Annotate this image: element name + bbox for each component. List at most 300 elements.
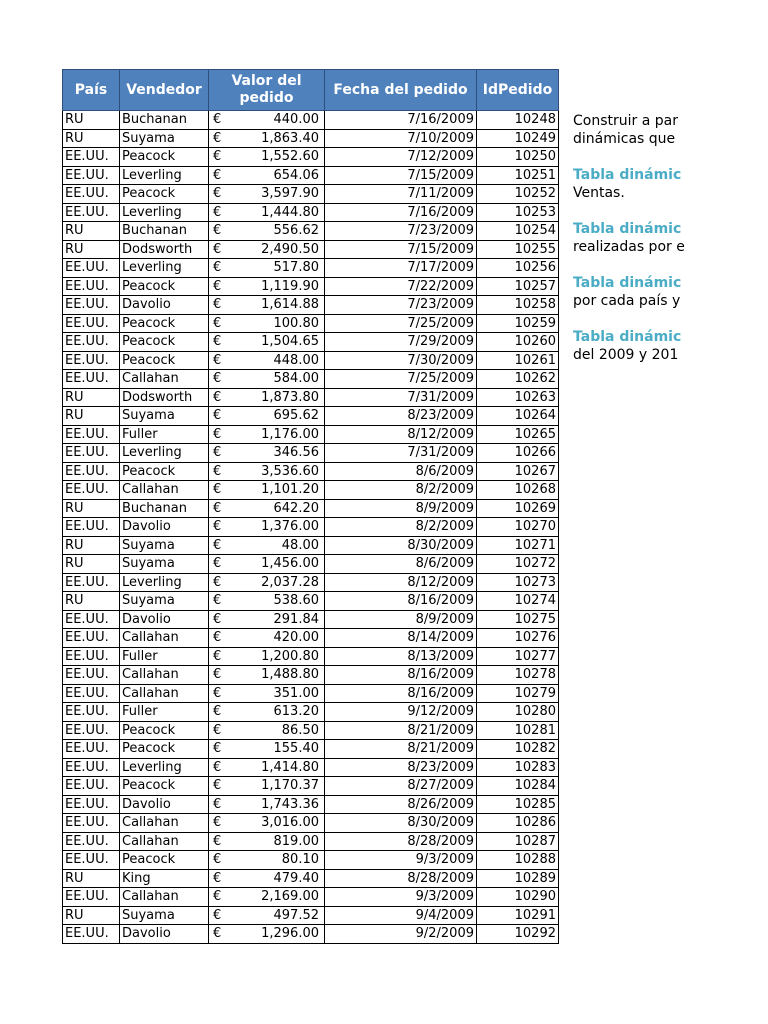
cell-idpedido[interactable]: 10255 [477, 240, 559, 259]
table-row [63, 703, 559, 722]
amount: 1,873.80 [261, 389, 319, 405]
cell-fecha[interactable]: 8/21/2009 [325, 740, 477, 759]
instruction-item [573, 328, 768, 364]
cell-vendedor[interactable]: Davolio [120, 518, 209, 537]
cell-pais[interactable]: EE.UU. [63, 296, 120, 315]
cell-idpedido[interactable]: 10260 [477, 333, 559, 352]
cell-vendedor[interactable]: Suyama [120, 129, 209, 148]
cell-idpedido[interactable]: 10281 [477, 721, 559, 740]
amount: 48.00 [281, 537, 319, 553]
cell-valor[interactable] [209, 629, 325, 648]
table-row [63, 351, 559, 370]
cell-fecha[interactable]: 8/16/2009 [325, 592, 477, 611]
cell-valor[interactable] [209, 777, 325, 796]
cell-vendedor[interactable]: Callahan [120, 832, 209, 851]
cell-pais[interactable]: RU [63, 222, 120, 241]
cell-fecha[interactable]: 8/23/2009 [325, 407, 477, 426]
cell-vendedor[interactable]: Peacock [120, 740, 209, 759]
cell-idpedido[interactable]: 10276 [477, 629, 559, 648]
cell-idpedido[interactable]: 10272 [477, 555, 559, 574]
cell-vendedor[interactable]: Peacock [120, 462, 209, 481]
cell-idpedido[interactable]: 10266 [477, 444, 559, 463]
cell-pais[interactable]: EE.UU. [63, 740, 120, 759]
cell-pais[interactable]: EE.UU. [63, 647, 120, 666]
cell-pais[interactable]: EE.UU. [63, 777, 120, 796]
cell-valor[interactable] [209, 666, 325, 685]
currency-symbol: € [213, 389, 222, 405]
instruction-item [573, 220, 768, 256]
cell-fecha[interactable]: 7/16/2009 [325, 203, 477, 222]
cell-pais[interactable]: EE.UU. [63, 314, 120, 333]
cell-valor[interactable] [209, 333, 325, 352]
table-row [63, 888, 559, 907]
table-row [63, 684, 559, 703]
cell-idpedido[interactable]: 10252 [477, 185, 559, 204]
currency-symbol: € [213, 260, 222, 276]
cell-fecha[interactable]: 7/31/2009 [325, 388, 477, 407]
instruction-text: por cada país y [573, 293, 681, 309]
currency-symbol: € [213, 223, 222, 239]
cell-vendedor[interactable]: Peacock [120, 721, 209, 740]
cell-pais[interactable]: EE.UU. [63, 462, 120, 481]
cell-vendedor[interactable]: Callahan [120, 481, 209, 500]
cell-idpedido[interactable]: 10283 [477, 758, 559, 777]
cell-pais[interactable]: EE.UU. [63, 832, 120, 851]
table-row [63, 629, 559, 648]
cell-fecha[interactable]: 8/2/2009 [325, 518, 477, 537]
cell-idpedido[interactable]: 10274 [477, 592, 559, 611]
cell-valor[interactable] [209, 111, 325, 130]
cell-vendedor[interactable]: Buchanan [120, 499, 209, 518]
cell-idpedido[interactable]: 10278 [477, 666, 559, 685]
cell-valor[interactable] [209, 240, 325, 259]
cell-valor[interactable] [209, 370, 325, 389]
cell-vendedor[interactable]: Callahan [120, 629, 209, 648]
cell-pais[interactable]: EE.UU. [63, 351, 120, 370]
cell-fecha[interactable]: 8/2/2009 [325, 481, 477, 500]
amount: 556.62 [273, 223, 319, 239]
cell-fecha[interactable]: 8/6/2009 [325, 555, 477, 574]
cell-idpedido[interactable]: 10273 [477, 573, 559, 592]
cell-pais[interactable]: RU [63, 240, 120, 259]
cell-pais[interactable]: EE.UU. [63, 166, 120, 185]
cell-fecha[interactable]: 7/23/2009 [325, 296, 477, 315]
cell-vendedor[interactable]: King [120, 869, 209, 888]
cell-vendedor[interactable]: Buchanan [120, 111, 209, 130]
cell-idpedido[interactable]: 10256 [477, 259, 559, 278]
orders-table [62, 69, 559, 944]
cell-vendedor[interactable]: Callahan [120, 370, 209, 389]
header-idpedido[interactable]: IdPedido [477, 70, 559, 111]
cell-valor[interactable] [209, 573, 325, 592]
table-row [63, 795, 559, 814]
cell-vendedor[interactable]: Peacock [120, 185, 209, 204]
cell-pais[interactable]: EE.UU. [63, 573, 120, 592]
currency-symbol: € [213, 352, 222, 368]
table-row [63, 906, 559, 925]
cell-idpedido[interactable]: 10277 [477, 647, 559, 666]
cell-valor[interactable] [209, 277, 325, 296]
amount: 291.84 [273, 611, 319, 627]
header-valor-line: pedido [239, 90, 294, 106]
cell-idpedido[interactable]: 10280 [477, 703, 559, 722]
cell-valor[interactable] [209, 795, 325, 814]
instruction-item [573, 166, 768, 202]
cell-valor[interactable] [209, 185, 325, 204]
cell-valor[interactable] [209, 222, 325, 241]
cell-valor[interactable] [209, 499, 325, 518]
table-row [63, 462, 559, 481]
cell-pais[interactable]: EE.UU. [63, 481, 120, 500]
cell-fecha[interactable]: 7/25/2009 [325, 314, 477, 333]
cell-idpedido[interactable]: 10269 [477, 499, 559, 518]
cell-idpedido[interactable]: 10286 [477, 814, 559, 833]
currency-symbol: € [213, 907, 222, 923]
cell-vendedor[interactable]: Dodsworth [120, 240, 209, 259]
cell-idpedido[interactable]: 10268 [477, 481, 559, 500]
amount: 448.00 [273, 352, 319, 368]
cell-vendedor[interactable]: Leverling [120, 573, 209, 592]
currency-symbol: € [213, 537, 222, 553]
cell-valor[interactable] [209, 203, 325, 222]
cell-vendedor[interactable]: Dodsworth [120, 388, 209, 407]
cell-fecha[interactable]: 8/21/2009 [325, 721, 477, 740]
cell-valor[interactable] [209, 407, 325, 426]
table-row [63, 481, 559, 500]
cell-idpedido[interactable]: 10270 [477, 518, 559, 537]
intro-line: Construir a par [573, 113, 678, 129]
cell-fecha[interactable]: 7/16/2009 [325, 111, 477, 130]
cell-valor[interactable] [209, 684, 325, 703]
cell-pais[interactable]: RU [63, 555, 120, 574]
cell-fecha[interactable]: 8/26/2009 [325, 795, 477, 814]
cell-fecha[interactable]: 9/12/2009 [325, 703, 477, 722]
cell-idpedido[interactable]: 10264 [477, 407, 559, 426]
cell-pais[interactable]: RU [63, 129, 120, 148]
cell-vendedor[interactable]: Callahan [120, 684, 209, 703]
cell-idpedido[interactable]: 10292 [477, 925, 559, 944]
cell-pais[interactable]: EE.UU. [63, 888, 120, 907]
cell-idpedido[interactable]: 10258 [477, 296, 559, 315]
table-row [63, 333, 559, 352]
cell-fecha[interactable]: 8/28/2009 [325, 869, 477, 888]
cell-idpedido[interactable]: 10282 [477, 740, 559, 759]
cell-fecha[interactable]: 7/11/2009 [325, 185, 477, 204]
cell-valor[interactable] [209, 610, 325, 629]
cell-fecha[interactable]: 7/23/2009 [325, 222, 477, 241]
cell-idpedido[interactable]: 10289 [477, 869, 559, 888]
cell-idpedido[interactable]: 10267 [477, 462, 559, 481]
cell-pais[interactable]: RU [63, 388, 120, 407]
cell-pais[interactable]: RU [63, 407, 120, 426]
cell-vendedor[interactable]: Davolio [120, 795, 209, 814]
cell-idpedido[interactable]: 10259 [477, 314, 559, 333]
cell-vendedor[interactable]: Suyama [120, 407, 209, 426]
cell-pais[interactable]: EE.UU. [63, 203, 120, 222]
cell-pais[interactable]: EE.UU. [63, 444, 120, 463]
cell-pais[interactable]: EE.UU. [63, 703, 120, 722]
currency-symbol: € [213, 130, 222, 146]
cell-idpedido[interactable]: 10250 [477, 148, 559, 167]
table-row [63, 777, 559, 796]
cell-fecha[interactable]: 8/9/2009 [325, 499, 477, 518]
cell-idpedido[interactable]: 10248 [477, 111, 559, 130]
cell-idpedido[interactable]: 10253 [477, 203, 559, 222]
cell-idpedido[interactable]: 10261 [477, 351, 559, 370]
cell-pais[interactable]: EE.UU. [63, 370, 120, 389]
cell-pais[interactable]: RU [63, 536, 120, 555]
cell-valor[interactable] [209, 388, 325, 407]
table-row [63, 740, 559, 759]
cell-valor[interactable] [209, 259, 325, 278]
cell-pais[interactable]: EE.UU. [63, 148, 120, 167]
cell-vendedor[interactable]: Callahan [120, 814, 209, 833]
cell-valor[interactable] [209, 481, 325, 500]
cell-vendedor[interactable]: Leverling [120, 444, 209, 463]
cell-fecha[interactable]: 8/6/2009 [325, 462, 477, 481]
cell-pais[interactable]: RU [63, 592, 120, 611]
cell-vendedor[interactable]: Davolio [120, 610, 209, 629]
cell-pais[interactable]: EE.UU. [63, 629, 120, 648]
cell-valor[interactable] [209, 814, 325, 833]
cell-valor[interactable] [209, 740, 325, 759]
currency-symbol: € [213, 371, 222, 387]
cell-vendedor[interactable]: Suyama [120, 555, 209, 574]
amount: 420.00 [273, 630, 319, 646]
instruction-heading: Tabla dinámic [573, 329, 682, 345]
cell-idpedido[interactable]: 10254 [477, 222, 559, 241]
cell-fecha[interactable]: 7/22/2009 [325, 277, 477, 296]
cell-valor[interactable] [209, 721, 325, 740]
cell-fecha[interactable]: 7/30/2009 [325, 351, 477, 370]
table-row [63, 721, 559, 740]
cell-pais[interactable]: EE.UU. [63, 610, 120, 629]
cell-valor[interactable] [209, 166, 325, 185]
cell-idpedido[interactable]: 10288 [477, 851, 559, 870]
cell-fecha[interactable]: 7/29/2009 [325, 333, 477, 352]
cell-vendedor[interactable]: Fuller [120, 425, 209, 444]
cell-pais[interactable]: RU [63, 499, 120, 518]
amount: 1,414.80 [261, 759, 319, 775]
amount: 1,296.00 [261, 926, 319, 942]
cell-vendedor[interactable]: Peacock [120, 851, 209, 870]
amount: 695.62 [273, 408, 319, 424]
table-row [63, 166, 559, 185]
cell-idpedido[interactable]: 10249 [477, 129, 559, 148]
cell-vendedor[interactable]: Peacock [120, 314, 209, 333]
cell-fecha[interactable]: 8/16/2009 [325, 666, 477, 685]
currency-symbol: € [213, 482, 222, 498]
cell-pais[interactable]: EE.UU. [63, 795, 120, 814]
cell-fecha[interactable]: 7/15/2009 [325, 166, 477, 185]
currency-symbol: € [213, 796, 222, 812]
cell-pais[interactable]: EE.UU. [63, 851, 120, 870]
cell-idpedido[interactable]: 10285 [477, 795, 559, 814]
cell-idpedido[interactable]: 10257 [477, 277, 559, 296]
amount: 1,376.00 [261, 519, 319, 535]
cell-pais[interactable]: EE.UU. [63, 425, 120, 444]
currency-symbol: € [213, 426, 222, 442]
cell-fecha[interactable]: 8/16/2009 [325, 684, 477, 703]
header-fecha[interactable]: Fecha del pedido [325, 70, 477, 111]
cell-idpedido[interactable]: 10279 [477, 684, 559, 703]
header-row [63, 70, 559, 111]
amount: 440.00 [273, 112, 319, 128]
instruction-heading: Tabla dinámic [573, 275, 682, 291]
currency-symbol: € [213, 204, 222, 220]
currency-symbol: € [213, 574, 222, 590]
cell-pais[interactable]: EE.UU. [63, 259, 120, 278]
currency-symbol: € [213, 556, 222, 572]
cell-vendedor[interactable]: Callahan [120, 666, 209, 685]
cell-vendedor[interactable]: Leverling [120, 259, 209, 278]
cell-valor[interactable] [209, 703, 325, 722]
cell-vendedor[interactable]: Buchanan [120, 222, 209, 241]
cell-fecha[interactable]: 8/13/2009 [325, 647, 477, 666]
cell-fecha[interactable]: 7/12/2009 [325, 148, 477, 167]
amount: 2,037.28 [261, 574, 319, 590]
cell-vendedor[interactable]: Peacock [120, 277, 209, 296]
amount: 1,101.20 [261, 482, 319, 498]
cell-valor[interactable] [209, 906, 325, 925]
cell-valor[interactable] [209, 314, 325, 333]
cell-valor[interactable] [209, 444, 325, 463]
cell-vendedor[interactable]: Davolio [120, 925, 209, 944]
cell-valor[interactable] [209, 851, 325, 870]
cell-pais[interactable]: EE.UU. [63, 277, 120, 296]
cell-fecha[interactable]: 9/2/2009 [325, 925, 477, 944]
cell-valor[interactable] [209, 592, 325, 611]
cell-pais[interactable]: EE.UU. [63, 814, 120, 833]
cell-pais[interactable]: EE.UU. [63, 185, 120, 204]
cell-fecha[interactable]: 8/12/2009 [325, 573, 477, 592]
cell-fecha[interactable]: 7/31/2009 [325, 444, 477, 463]
amount: 1,488.80 [261, 667, 319, 683]
cell-fecha[interactable]: 8/27/2009 [325, 777, 477, 796]
cell-vendedor[interactable]: Peacock [120, 333, 209, 352]
cell-pais[interactable]: EE.UU. [63, 758, 120, 777]
cell-vendedor[interactable]: Fuller [120, 647, 209, 666]
cell-valor[interactable] [209, 536, 325, 555]
cell-valor[interactable] [209, 925, 325, 944]
cell-vendedor[interactable]: Fuller [120, 703, 209, 722]
cell-fecha[interactable]: 8/28/2009 [325, 832, 477, 851]
amount: 538.60 [273, 593, 319, 609]
cell-valor[interactable] [209, 296, 325, 315]
cell-idpedido[interactable]: 10291 [477, 906, 559, 925]
cell-vendedor[interactable]: Callahan [120, 888, 209, 907]
cell-valor[interactable] [209, 425, 325, 444]
table-row [63, 647, 559, 666]
currency-symbol: € [213, 297, 222, 313]
cell-valor[interactable] [209, 555, 325, 574]
cell-pais[interactable]: EE.UU. [63, 925, 120, 944]
header-vendedor[interactable]: Vendedor [120, 70, 209, 111]
cell-pais[interactable]: EE.UU. [63, 721, 120, 740]
cell-fecha[interactable]: 8/14/2009 [325, 629, 477, 648]
cell-valor[interactable] [209, 462, 325, 481]
header-valor-line: Valor del [231, 73, 302, 89]
cell-valor[interactable] [209, 869, 325, 888]
cell-valor[interactable] [209, 832, 325, 851]
cell-fecha[interactable]: 7/25/2009 [325, 370, 477, 389]
cell-idpedido[interactable]: 10265 [477, 425, 559, 444]
cell-vendedor[interactable]: Leverling [120, 758, 209, 777]
cell-idpedido[interactable]: 10287 [477, 832, 559, 851]
cell-pais[interactable]: RU [63, 869, 120, 888]
cell-vendedor[interactable]: Leverling [120, 166, 209, 185]
cell-idpedido[interactable]: 10263 [477, 388, 559, 407]
cell-valor[interactable] [209, 888, 325, 907]
cell-idpedido[interactable]: 10262 [477, 370, 559, 389]
cell-vendedor[interactable]: Davolio [120, 296, 209, 315]
cell-pais[interactable]: RU [63, 111, 120, 130]
cell-valor[interactable] [209, 148, 325, 167]
cell-vendedor[interactable]: Suyama [120, 536, 209, 555]
instruction-text: Ventas. [573, 185, 625, 201]
cell-vendedor[interactable]: Peacock [120, 777, 209, 796]
cell-fecha[interactable]: 9/3/2009 [325, 888, 477, 907]
table-row [63, 314, 559, 333]
header-valor[interactable] [209, 70, 325, 111]
cell-fecha[interactable]: 8/30/2009 [325, 536, 477, 555]
cell-vendedor[interactable]: Peacock [120, 351, 209, 370]
currency-symbol: € [213, 667, 222, 683]
cell-valor[interactable] [209, 518, 325, 537]
cell-vendedor[interactable]: Leverling [120, 203, 209, 222]
cell-vendedor[interactable]: Peacock [120, 148, 209, 167]
cell-fecha[interactable]: 8/12/2009 [325, 425, 477, 444]
cell-pais[interactable]: EE.UU. [63, 666, 120, 685]
table-row [63, 758, 559, 777]
cell-pais[interactable]: EE.UU. [63, 333, 120, 352]
cell-valor[interactable] [209, 351, 325, 370]
amount: 1,552.60 [261, 149, 319, 165]
cell-fecha[interactable]: 8/23/2009 [325, 758, 477, 777]
cell-fecha[interactable]: 7/17/2009 [325, 259, 477, 278]
currency-symbol: € [213, 315, 222, 331]
cell-idpedido[interactable]: 10275 [477, 610, 559, 629]
cell-pais[interactable]: RU [63, 906, 120, 925]
currency-symbol: € [213, 500, 222, 516]
cell-idpedido[interactable]: 10251 [477, 166, 559, 185]
table-row [63, 129, 559, 148]
cell-valor[interactable] [209, 129, 325, 148]
cell-pais[interactable]: EE.UU. [63, 518, 120, 537]
amount: 1,456.00 [261, 556, 319, 572]
cell-fecha[interactable]: 9/3/2009 [325, 851, 477, 870]
cell-fecha[interactable]: 8/30/2009 [325, 814, 477, 833]
cell-idpedido[interactable]: 10284 [477, 777, 559, 796]
cell-fecha[interactable]: 7/15/2009 [325, 240, 477, 259]
amount: 642.20 [273, 500, 319, 516]
cell-vendedor[interactable]: Suyama [120, 592, 209, 611]
amount: 1,743.36 [261, 796, 319, 812]
cell-vendedor[interactable]: Suyama [120, 906, 209, 925]
cell-idpedido[interactable]: 10290 [477, 888, 559, 907]
cell-fecha[interactable]: 9/4/2009 [325, 906, 477, 925]
amount: 1,200.80 [261, 648, 319, 664]
currency-symbol: € [213, 445, 222, 461]
cell-valor[interactable] [209, 758, 325, 777]
cell-fecha[interactable]: 7/10/2009 [325, 129, 477, 148]
cell-fecha[interactable]: 8/9/2009 [325, 610, 477, 629]
amount: 1,119.90 [261, 278, 319, 294]
cell-idpedido[interactable]: 10271 [477, 536, 559, 555]
cell-pais[interactable]: EE.UU. [63, 684, 120, 703]
cell-valor[interactable] [209, 647, 325, 666]
header-pais[interactable]: País [63, 70, 120, 111]
